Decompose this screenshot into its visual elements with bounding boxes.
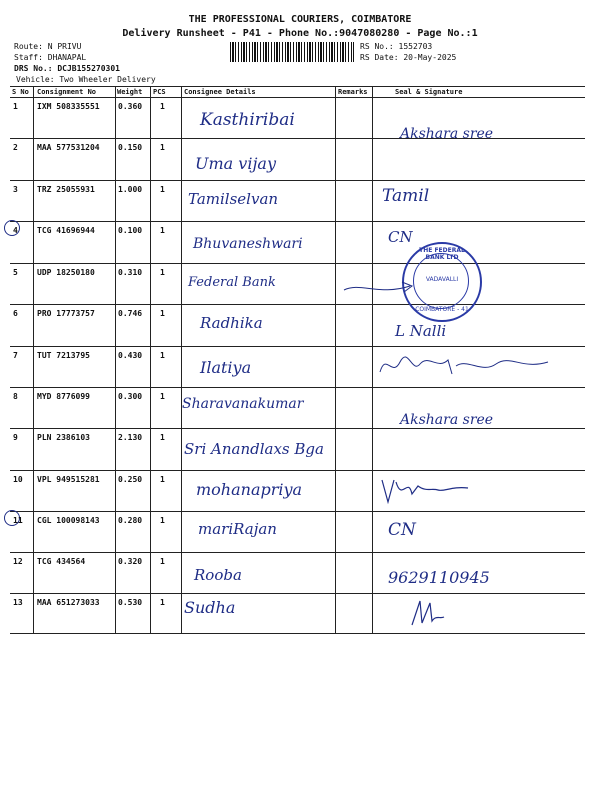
col-consignment: Consignment No [37, 88, 97, 96]
row-consignee: Tamilselvan [188, 190, 279, 208]
rs-date: RS Date: 20-May-2025 [360, 53, 457, 62]
signature-scribble [372, 348, 562, 382]
row-weight: 0.360 [118, 102, 143, 111]
runsheet-subtitle: Delivery Runsheet - P41 - Phone No.:9047080280 - Page No.:1 [122, 28, 478, 39]
col-consignee: Consignee Details [184, 88, 256, 96]
row-weight: 0.746 [118, 309, 143, 318]
row-signature: Akshara sree [400, 126, 494, 142]
row-signature: Tamil [382, 186, 430, 206]
row-signature: 9629110945 [388, 568, 490, 587]
row-sno: 2 [13, 143, 18, 152]
row-consignment: IXM 508335551 [37, 102, 100, 111]
rs-number: RS No.: 1552703 [360, 42, 433, 51]
runsheet-table [10, 86, 585, 634]
row-consignment: MYD 8776099 [37, 392, 90, 401]
row-consignee: mariRajan [198, 520, 277, 538]
row-consignment: MAA 651273033 [37, 598, 100, 607]
row-signature: CN [388, 228, 413, 246]
row-pcs: 1 [160, 475, 165, 484]
row-pcs: 1 [160, 268, 165, 277]
row-signature: L Nalli [395, 322, 447, 340]
row-pcs: 1 [160, 433, 165, 442]
row-consignment: PRO 17773757 [37, 309, 95, 318]
row-pcs: 1 [160, 557, 165, 566]
row-sno: 7 [13, 351, 18, 360]
row-sno: 13 [13, 598, 23, 607]
row-pcs: 1 [160, 516, 165, 525]
row-pcs: 1 [160, 102, 165, 111]
row-consignee: Bhuvaneshwari [193, 236, 303, 252]
row-pcs: 1 [160, 185, 165, 194]
row-weight: 0.320 [118, 557, 143, 566]
row-weight: 0.250 [118, 475, 143, 484]
row-pcs: 1 [160, 598, 165, 607]
stamp-inner: VADAVALLI [425, 276, 459, 283]
drs-label: DRS No.: DCJB155270301 [14, 64, 120, 73]
row-consignment: TCG 434564 [37, 557, 86, 566]
row-sno: 10 [13, 475, 23, 484]
route-label: Route: N PRIVU [14, 42, 82, 51]
row-weight: 0.100 [118, 226, 143, 235]
row-weight: 1.000 [118, 185, 143, 194]
stamp-text: THE FEDERAL BANK LTD [419, 247, 465, 261]
row-consignee: Federal Bank [188, 275, 276, 290]
row-signature: Akshara sree [400, 412, 494, 428]
row-weight: 2.130 [118, 433, 143, 442]
row-pcs: 1 [160, 351, 165, 360]
row-consignee: Sudha [184, 598, 236, 617]
col-signature: Seal & Signature [395, 88, 463, 96]
staff-label: Staff: DHANAPAL [14, 53, 87, 62]
row-sno: 8 [13, 392, 18, 401]
row-consignment: UDP 18250180 [37, 268, 95, 277]
row-sno: 6 [13, 309, 18, 318]
row-weight: 0.530 [118, 598, 143, 607]
row-consignment: TRZ 25055931 [37, 185, 95, 194]
row-consignee: Sharavanakumar [182, 396, 304, 412]
vehicle-label: Vehicle: Two Wheeler Delivery [16, 75, 156, 84]
barcode [230, 42, 354, 62]
row-consignee: Radhika [200, 314, 263, 332]
row-sno: 9 [13, 433, 18, 442]
stamp-city: COIMBATORE - 41 [415, 306, 469, 313]
row-consignee: mohanapriya [196, 480, 303, 499]
row-consignment: MAA 577531204 [37, 143, 100, 152]
row-weight: 0.280 [118, 516, 143, 525]
row-pcs: 1 [160, 392, 165, 401]
signature-scribble [372, 595, 452, 631]
row-weight: 0.310 [118, 268, 143, 277]
row-weight: 0.430 [118, 351, 143, 360]
row-consignment: CGL 100098143 [37, 516, 100, 525]
row-consignee: Kasthiribai [200, 110, 295, 130]
row-sno: 1 [13, 102, 18, 111]
col-sno: S No [12, 88, 29, 96]
col-weight: Weight [117, 88, 143, 96]
row-consignment: TCG 41696944 [37, 226, 95, 235]
row-sno: 12 [13, 557, 23, 566]
company-title: THE PROFESSIONAL COURIERS, COIMBATORE [188, 14, 412, 25]
row-pcs: 1 [160, 226, 165, 235]
row-consignment: TUT 7213795 [37, 351, 90, 360]
row-consignee: Uma vijay [195, 154, 276, 173]
col-pcs: PCS [153, 88, 166, 96]
row-sno: 5 [13, 268, 18, 277]
row-consignment: VPL 949515281 [37, 475, 100, 484]
row-consignee: Sri Anandlaxs Bga [184, 440, 324, 458]
arrow-mark [340, 276, 420, 306]
row-weight: 0.150 [118, 143, 143, 152]
row-consignment: PLN 2386103 [37, 433, 90, 442]
row-consignee: Ilatiya [200, 358, 252, 377]
col-remarks: Remarks [338, 88, 368, 96]
signature-scribble [372, 472, 492, 508]
row-consignee: Rooba [194, 566, 242, 584]
row-sno: 11 [13, 516, 23, 525]
row-pcs: 1 [160, 309, 165, 318]
row-sno: 4 [13, 226, 18, 235]
row-sno: 3 [13, 185, 18, 194]
row-pcs: 1 [160, 143, 165, 152]
row-weight: 0.300 [118, 392, 143, 401]
row-signature: CN [388, 520, 416, 540]
